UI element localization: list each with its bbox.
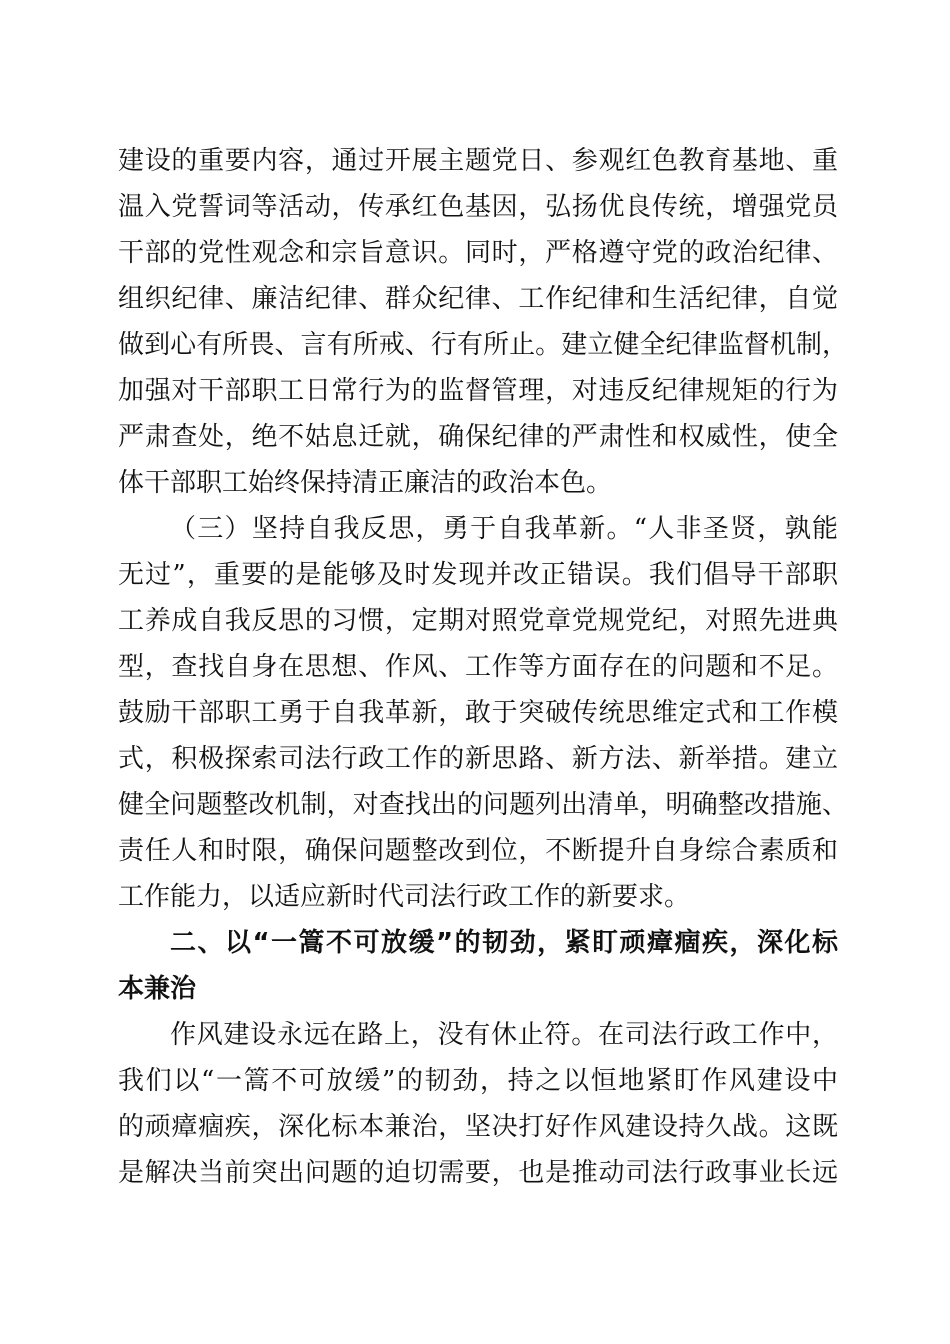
text-line: 式，积极探索司法行政工作的新思路、新方法、新举措。建立 <box>118 744 838 774</box>
text-line: 建设的重要内容，通过开展主题党日、参观红色教育基地、重 <box>118 146 838 176</box>
text-line: 工作能力，以适应新时代司法行政工作的新要求。 <box>118 882 691 912</box>
text-line: 的顽瘴痼疾，深化标本兼治，坚决打好作风建设持久战。这既 <box>118 1112 838 1142</box>
text-line: 健全问题整改机制，对查找出的问题列出清单，明确整改措施、 <box>118 790 848 820</box>
text-line: 责任人和时限，确保问题整改到位，不断提升自身综合素质和 <box>118 836 838 866</box>
text-line: 体干部职工始终保持清正廉洁的政治本色。 <box>118 468 613 498</box>
text-line: 做到心有所畏、言有所戒、行有所止。建立健全纪律监督机制， <box>118 330 848 360</box>
heading-line: 二、以“一篙不可放缓”的韧劲，紧盯顽瘴痼疾，深化标 <box>170 928 838 958</box>
text-line: 温入党誓词等活动，传承红色基因，弘扬优良传统，增强党员 <box>118 192 838 222</box>
text-line: 干部的党性观念和宗旨意识。同时，严格遵守党的政治纪律、 <box>118 238 838 268</box>
text-line: 是解决当前突出问题的迫切需要，也是推动司法行政事业长远 <box>118 1158 838 1188</box>
text-line: 作风建设永远在路上，没有休止符。在司法行政工作中， <box>170 1020 838 1050</box>
text-line: 我们以“一篙不可放缓”的韧劲，持之以恒地紧盯作风建设中 <box>118 1066 838 1096</box>
heading-line: 本兼治 <box>118 974 197 1004</box>
text-line: 鼓励干部职工勇于自我革新，敢于突破传统思维定式和工作模 <box>118 698 838 728</box>
text-line: 加强对干部职工日常行为的监督管理，对违反纪律规矩的行为 <box>118 376 838 406</box>
text-run: “人非圣贤，孰能 <box>633 514 838 544</box>
text-line <box>170 509 838 549</box>
section-subheading: （三）坚持自我反思，勇于自我革新。 <box>170 514 634 544</box>
text-line: 组织纪律、廉洁纪律、群众纪律、工作纪律和生活纪律，自觉 <box>118 284 838 314</box>
text-line: 型，查找自身在思想、作风、工作等方面存在的问题和不足。 <box>118 652 838 682</box>
text-line: 无过”，重要的是能够及时发现并改正错误。我们倡导干部职 <box>118 560 838 590</box>
text-line: 严肃查处，绝不姑息迁就，确保纪律的严肃性和权威性，使全 <box>118 422 838 452</box>
text-line: 工养成自我反思的习惯，定期对照党章党规党纪，对照先进典 <box>118 606 838 636</box>
